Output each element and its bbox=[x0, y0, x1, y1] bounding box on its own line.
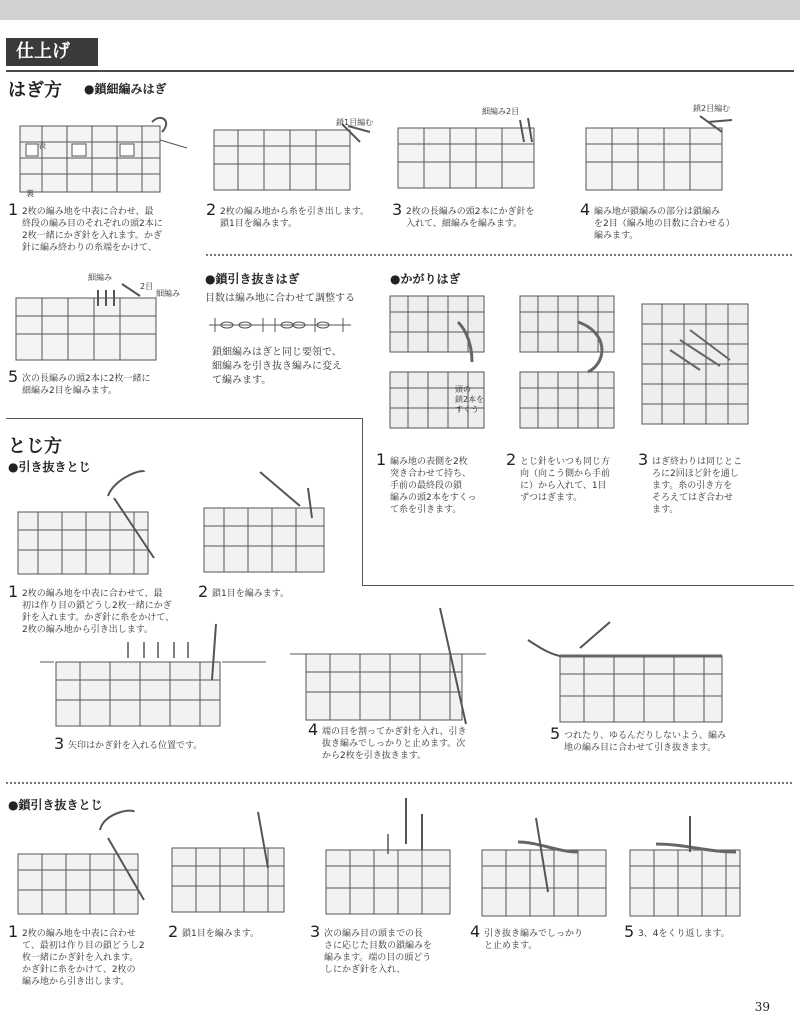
toji-step1-illustration bbox=[14, 468, 184, 580]
kusari-toji-step-3: 3 次の編み目の頭までの長 さに応じた目数の鎖編みを 編みます。端の目の頭どう しにかぎ針を入れ、 bbox=[310, 922, 433, 975]
label-omote: 表 bbox=[38, 141, 46, 150]
hagi-step-3: 3 2枚の長編みの頭2本にかぎ針を 入れて、細編みを編みます。 bbox=[392, 200, 535, 229]
kagari-step-2: 2 とじ針をいつも同じ方 向（向こう側から手前 に）から入れて、1目 ずつはぎます。 bbox=[506, 450, 611, 503]
page-number: 39 bbox=[754, 1000, 770, 1014]
top-bar bbox=[0, 0, 800, 20]
toji-step-3: 3 矢印はかぎ針を入れる位置です。 bbox=[54, 734, 203, 753]
divider-dotted-1 bbox=[206, 254, 792, 256]
hagi-step3-illustration bbox=[394, 112, 564, 194]
frame-line-top bbox=[6, 418, 363, 419]
subsection-kusari-komaami-hagi: ●鎖細編みはぎ bbox=[84, 82, 167, 96]
hagi-step-2: 2 2枚の編み地から糸を引き出します。 鎖1目を編みます。 bbox=[206, 200, 370, 229]
hagi-step-4: 4 編み地が鎖編みの部分は鎖編み を2目（編み地の目数に合わせる） 編みます。 bbox=[580, 200, 735, 241]
toji-step-4: 4 端の目を割ってかぎ針を入れ、引き 抜き編みでしっかりと止めます。次 から2枚を引き抜きます。 bbox=[308, 720, 467, 761]
kusari-toji-step-4: 4 引き抜き編みでしっかり と止めます。 bbox=[470, 922, 584, 951]
divider-dotted-2 bbox=[6, 782, 792, 784]
title-rule bbox=[6, 70, 794, 72]
toji-step3-illustration bbox=[40, 620, 270, 730]
hagi-step4-illustration bbox=[582, 112, 752, 196]
toji-step-5: 5 つれたり、ゆるんだりしないよう、編み 地の編み目に合わせて引き抜きます。 bbox=[550, 724, 727, 753]
hagi-step1-illustration bbox=[12, 112, 192, 202]
kusari-hikinuki-note1: 目数は編み地に合わせて調整する bbox=[205, 293, 355, 304]
hagi-step2-illustration bbox=[210, 118, 380, 196]
kagari-step3-illustration bbox=[640, 300, 752, 430]
kusari-hikinuki-symbol-chart bbox=[205, 310, 355, 340]
kusari-toji-step3-illustration bbox=[322, 794, 472, 922]
label-chain2: 鎖2目編む bbox=[693, 104, 731, 113]
kusari-toji-step-5: 5 3、4をくり返します。 bbox=[624, 922, 730, 941]
kusari-hikinuki-note2: 鎖細編みはぎと同じ要領で、 細編みを引き抜き編みに変え て編みます。 bbox=[212, 347, 342, 386]
toji-step4-illustration bbox=[290, 604, 490, 726]
frame-line-vertical bbox=[362, 418, 363, 586]
subsection-kusari-hikinuki-hagi: ●鎖引き抜きはぎ bbox=[205, 272, 300, 286]
section-toji-heading: とじ方 bbox=[8, 436, 62, 457]
hagi-step-1: 1 2枚の編み地を中表に合わせ、最 終段の編み目のそれぞれの頭2本に 2枚一緒にかぎ針を入れます。かぎ 針に編み終わりの糸端をかけて、 bbox=[8, 200, 163, 253]
label-sc: 細編み bbox=[88, 273, 112, 282]
label-two: 2目 bbox=[140, 282, 154, 291]
label-sc-2: 細編み bbox=[156, 289, 180, 298]
label-kagari-note: 頭の 鎖2本を すくう bbox=[455, 385, 485, 414]
hagi-step-5: 5 次の長編みの頭2本に2枚一緒に 細編み2目を編みます。 bbox=[8, 367, 151, 396]
kusari-toji-step-1: 1 2枚の編み地を中表に合わせ て、最初は作り目の鎖どうし2 枚一緒にかぎ針を入れます。 かぎ針に糸をかけて、2枚の 編み地から引き出します。 bbox=[8, 922, 145, 987]
label-ura: 裏 bbox=[26, 189, 34, 198]
subsection-hikinuki-toji: ●引き抜きとじ bbox=[8, 460, 91, 474]
subsection-kagari-hagi: ●かがりはぎ bbox=[390, 272, 461, 286]
toji-step2-illustration bbox=[200, 468, 360, 580]
label-dc2: 細編み2目 bbox=[482, 107, 520, 116]
label-chain1: 鎖1目編む bbox=[336, 118, 374, 127]
kusari-toji-step2-illustration bbox=[168, 808, 308, 920]
kusari-toji-step5-illustration bbox=[626, 812, 756, 922]
toji-step5-illustration bbox=[520, 618, 750, 728]
kagari-step2-illustration bbox=[518, 292, 620, 432]
frame-line-bottom bbox=[362, 585, 794, 586]
kusari-toji-step4-illustration bbox=[478, 812, 628, 922]
toji-step-1: 1 2枚の編み地を中表に合わせて、最 初は作り目の鎖どうし2枚一緒にかぎ 針を入れます。かぎ針に糸をかけて、 2枚の編み地から引き出します。 bbox=[8, 582, 175, 635]
page-title: 仕上げ bbox=[6, 38, 94, 66]
kagari-step-3: 3 はぎ終わりは同じとこ ろに2回ほど針を通し ます。糸の引き方を そろえてはぎ合わせ ます。 bbox=[638, 450, 743, 515]
kusari-toji-step1-illustration bbox=[14, 808, 164, 920]
kagari-step-1: 1 編み地の表側を2枚 突き合わせて持ち、 手前の最終段の鎖 編みの頭2本をすくっ て糸を引きます。 bbox=[376, 450, 477, 515]
toji-step-2: 2 鎖1目を編みます。 bbox=[198, 582, 290, 601]
subsection-kusari-hikinuki-toji: ●鎖引き抜きとじ bbox=[8, 798, 103, 812]
kusari-toji-step-2: 2 鎖1目を編みます。 bbox=[168, 922, 260, 941]
section-hagi-heading: はぎ方 bbox=[8, 80, 62, 101]
